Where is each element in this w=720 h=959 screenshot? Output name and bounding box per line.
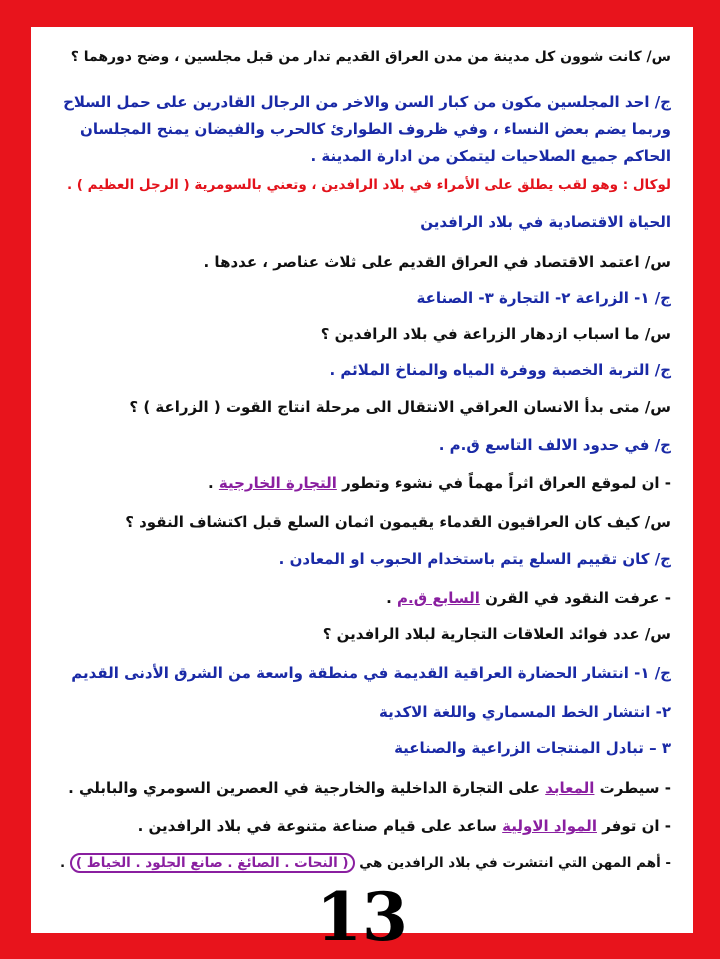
answer-3: ج/ التربة الخصبة ووفرة المياه والمناخ الملائم . xyxy=(329,361,671,379)
answer-6-item-3: ٣ – تبادل المنتجات الزراعية والصناعية xyxy=(394,739,671,757)
question-5: س/ كيف كان العراقيون القدماء يقيمون اثمان السلع قبل اكتشاف النقود ؟ xyxy=(125,513,671,531)
question-1: س/ كانت شوون كل مدينة من مدن العراق القديم تدار من قبل مجلسين ، وضح دورهما ؟ xyxy=(70,49,671,65)
answer-2: ج/ ١- الزراعة ٢- التجارة ٣- الصناعة xyxy=(416,289,671,307)
highlighted-term: التجارة الخارجية xyxy=(218,474,337,492)
question-4: س/ متى بدأ الانسان العراقي الانتقال الى مرحلة انتاج القوت ( الزراعة ) ؟ xyxy=(129,398,671,416)
note-text-end: ساعد على قيام صناعة متنوعة في بلاد الرافدين . xyxy=(137,817,503,835)
note-foreign-trade xyxy=(208,474,671,492)
answer-6-item-1: ج/ ١- انتشار الحضارة العراقية القديمة في منطقة واسعة من الشرق الأدنى القديم xyxy=(71,664,671,682)
highlighted-professions: ( النحات . الصائغ . صانع الجلود . الخياط ) xyxy=(70,853,355,873)
section-heading: الحياة الاقتصادية في بلاد الرافدين xyxy=(420,213,671,231)
question-3: س/ ما اسباب ازدهار الزراعة في بلاد الرافدين ؟ xyxy=(320,325,671,343)
note-temples xyxy=(68,779,671,797)
answer-1: ج/ احد المجلسين مكون من كبار السن والاخر من الرجال القادرين على حمل السلاح وربما يضم بعض النساء ، وفي ظروف الطوارئ كالحرب والفيضان يمنح المجلسان الحاكم جميع الصلاحيات ليتمكن من ادارة المدينة . xyxy=(63,93,671,165)
note-text: - ان لموقع العراق اثراً مهماً في نشوء وتطور xyxy=(336,474,671,492)
note-currency xyxy=(386,589,671,607)
answer-6-item-2: ٢- انتشار الخط المسماري واللغة الاكدية xyxy=(379,703,671,721)
highlighted-term: المواد الاولية xyxy=(502,817,597,835)
note-text: - سيطرت xyxy=(594,779,671,797)
note-raw-materials xyxy=(138,817,671,835)
note-text: - عرفت النقود في القرن xyxy=(479,589,671,607)
note-text-end: . xyxy=(207,474,219,492)
note-text-end: . xyxy=(60,855,70,871)
highlighted-term: السابع ق.م xyxy=(397,589,480,607)
note-text: - أهم المهن التي انتشرت في بلاد الرافدين هي xyxy=(354,855,671,871)
note-text-end: . xyxy=(386,589,397,607)
answer-5: ج/ كان تقييم السلع يتم باستخدام الحبوب او المعادن . xyxy=(278,550,671,568)
note-professions xyxy=(60,855,671,871)
note-text: - ان توفر xyxy=(596,817,671,835)
note-text-end: على التجارة الداخلية والخارجية في العصرين السومري والبابلي . xyxy=(68,779,546,797)
page-number: 13 xyxy=(316,878,408,956)
document-page xyxy=(31,27,693,956)
question-2: س/ اعتمد الاقتصاد في العراق القديم على ثلاث عناصر ، عددها . xyxy=(203,253,671,271)
question-6: س/ عدد فوائد العلاقات التجارية لبلاد الرافدين ؟ xyxy=(322,625,671,643)
lugal-definition: لوكال : وهو لقب يطلق على الأمراء في بلاد الرافدين ، وتعني بالسومرية ( الرجل العظيم ) . xyxy=(66,177,671,193)
answer-4: ج/ في حدود الالف التاسع ق.م . xyxy=(438,436,671,454)
highlighted-term: المعابد xyxy=(545,779,595,797)
